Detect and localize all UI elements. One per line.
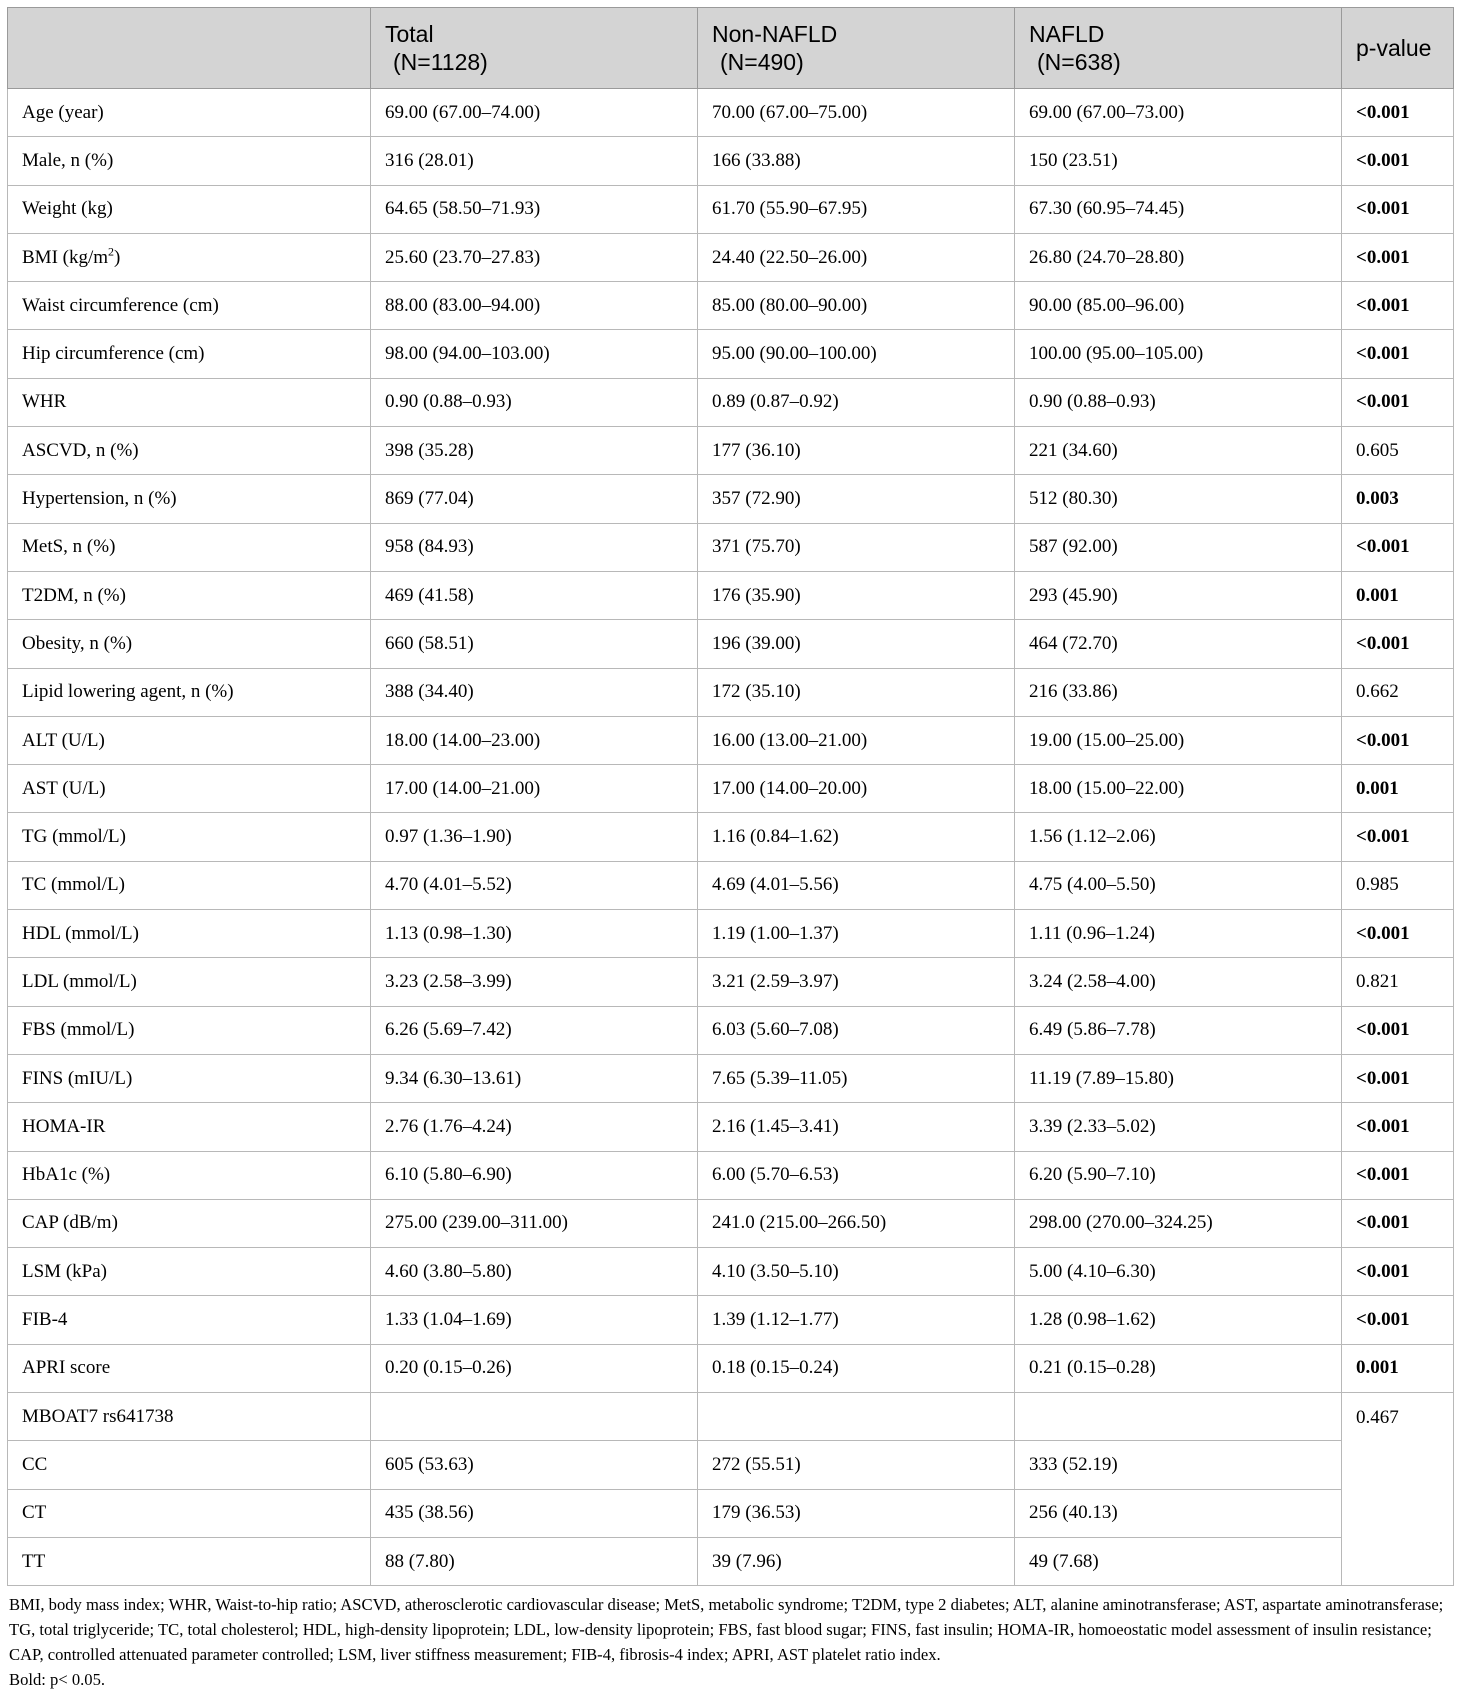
table-header: [8, 8, 1454, 89]
characteristics-table: [7, 7, 1454, 1586]
cell-p-value: <0.001: [1342, 813, 1454, 861]
cell-p-value: 0.605: [1342, 427, 1454, 475]
cell-non-nafld: 95.00 (90.00–100.00): [698, 330, 1015, 378]
cell-p-value: <0.001: [1342, 137, 1454, 185]
cell-total: 469 (41.58): [371, 571, 698, 619]
header-total-title: Total: [385, 21, 434, 47]
cell-total: 9.34 (6.30–13.61): [371, 1054, 698, 1102]
cell-non-nafld: 1.16 (0.84–1.62): [698, 813, 1015, 861]
cell-nafld: 0.21 (0.15–0.28): [1015, 1344, 1342, 1392]
table-row: [8, 1441, 1454, 1489]
cell-non-nafld: 177 (36.10): [698, 427, 1015, 475]
cell-total: 4.60 (3.80–5.80): [371, 1248, 698, 1296]
table-row: [8, 378, 1454, 426]
row-label: Obesity, n (%): [8, 620, 371, 668]
cell-non-nafld: 7.65 (5.39–11.05): [698, 1054, 1015, 1102]
cell-total: 6.26 (5.69–7.42): [371, 1006, 698, 1054]
cell-total: 17.00 (14.00–21.00): [371, 765, 698, 813]
cell-p-value: <0.001: [1342, 620, 1454, 668]
cell-nafld: 1.28 (0.98–1.62): [1015, 1296, 1342, 1344]
row-label: HbA1c (%): [8, 1151, 371, 1199]
table-row: [8, 1103, 1454, 1151]
table-row: [8, 1151, 1454, 1199]
cell-total: 0.90 (0.88–0.93): [371, 378, 698, 426]
table-footnote: [7, 1592, 1455, 1692]
cell-nafld: 19.00 (15.00–25.00): [1015, 716, 1342, 764]
cell-non-nafld: 0.89 (0.87–0.92): [698, 378, 1015, 426]
header-p-value: p-value: [1342, 8, 1454, 89]
cell-total: 88.00 (83.00–94.00): [371, 282, 698, 330]
cell-nafld: 221 (34.60): [1015, 427, 1342, 475]
row-label: CAP (dB/m): [8, 1199, 371, 1247]
cell-non-nafld: 0.18 (0.15–0.24): [698, 1344, 1015, 1392]
cell-nafld: 1.11 (0.96–1.24): [1015, 910, 1342, 958]
header-non-nafld-n: (N=490): [720, 49, 804, 75]
cell-nafld: 0.90 (0.88–0.93): [1015, 378, 1342, 426]
cell-p-value: <0.001: [1342, 330, 1454, 378]
cell-p-value: <0.001: [1342, 89, 1454, 137]
cell-p-value: <0.001: [1342, 1248, 1454, 1296]
cell-total: 275.00 (239.00–311.00): [371, 1199, 698, 1247]
cell-non-nafld: 196 (39.00): [698, 620, 1015, 668]
cell-non-nafld: 179 (36.53): [698, 1489, 1015, 1537]
cell-total: 869 (77.04): [371, 475, 698, 523]
table-row: [8, 1199, 1454, 1247]
cell-total: 398 (35.28): [371, 427, 698, 475]
table-row: [8, 233, 1454, 281]
row-label: HDL (mmol/L): [8, 910, 371, 958]
cell-total: 388 (34.40): [371, 668, 698, 716]
cell-non-nafld: 371 (75.70): [698, 523, 1015, 571]
cell-total: 2.76 (1.76–4.24): [371, 1103, 698, 1151]
cell-nafld: 333 (52.19): [1015, 1441, 1342, 1489]
cell-nafld: 298.00 (270.00–324.25): [1015, 1199, 1342, 1247]
cell-non-nafld: 176 (35.90): [698, 571, 1015, 619]
table-row: [8, 813, 1454, 861]
row-label: TT: [8, 1537, 371, 1585]
cell-non-nafld: 61.70 (55.90–67.95): [698, 185, 1015, 233]
cell-total: 316 (28.01): [371, 137, 698, 185]
table-row: [8, 185, 1454, 233]
cell-nafld: 1.56 (1.12–2.06): [1015, 813, 1342, 861]
cell-nafld: 464 (72.70): [1015, 620, 1342, 668]
row-label: Weight (kg): [8, 185, 371, 233]
cell-p-value: 0.001: [1342, 1344, 1454, 1392]
table-row: [8, 475, 1454, 523]
cell-nafld: 6.49 (5.86–7.78): [1015, 1006, 1342, 1054]
row-label: AST (U/L): [8, 765, 371, 813]
header-row: [8, 8, 1454, 89]
row-label: Hypertension, n (%): [8, 475, 371, 523]
table-container: [7, 7, 1453, 1692]
cell-nafld: 5.00 (4.10–6.30): [1015, 1248, 1342, 1296]
row-label-superscript: 2: [108, 244, 115, 259]
header-nafld-title: NAFLD: [1029, 21, 1105, 47]
cell-p-value: <0.001: [1342, 1054, 1454, 1102]
cell-nafld: 69.00 (67.00–73.00): [1015, 89, 1342, 137]
table-body: [8, 89, 1454, 1586]
row-label: CC: [8, 1441, 371, 1489]
cell-total: 69.00 (67.00–74.00): [371, 89, 698, 137]
header-non-nafld: [698, 8, 1015, 89]
row-label: T2DM, n (%): [8, 571, 371, 619]
cell-p-value: <0.001: [1342, 282, 1454, 330]
cell-p-value: <0.001: [1342, 233, 1454, 281]
row-label: LSM (kPa): [8, 1248, 371, 1296]
header-total: [371, 8, 698, 89]
cell-total: 1.13 (0.98–1.30): [371, 910, 698, 958]
cell-total: 435 (38.56): [371, 1489, 698, 1537]
row-label: LDL (mmol/L): [8, 958, 371, 1006]
cell-non-nafld: 6.03 (5.60–7.08): [698, 1006, 1015, 1054]
row-label-suffix: ): [114, 246, 121, 268]
row-label: MetS, n (%): [8, 523, 371, 571]
cell-total: 64.65 (58.50–71.93): [371, 185, 698, 233]
cell-non-nafld: 39 (7.96): [698, 1537, 1015, 1585]
cell-nafld: 26.80 (24.70–28.80): [1015, 233, 1342, 281]
table-row: [8, 89, 1454, 137]
row-label: MBOAT7 rs641738: [8, 1393, 371, 1441]
cell-p-value: <0.001: [1342, 378, 1454, 426]
cell-total: 6.10 (5.80–6.90): [371, 1151, 698, 1199]
cell-p-value: 0.467: [1342, 1393, 1454, 1586]
cell-nafld: 3.39 (2.33–5.02): [1015, 1103, 1342, 1151]
row-label: Male, n (%): [8, 137, 371, 185]
cell-non-nafld: 1.39 (1.12–1.77): [698, 1296, 1015, 1344]
header-blank: [8, 8, 371, 89]
cell-nafld: 11.19 (7.89–15.80): [1015, 1054, 1342, 1102]
cell-non-nafld: 17.00 (14.00–20.00): [698, 765, 1015, 813]
table-row: [8, 1537, 1454, 1585]
footnote-bold-note: Bold: p< 0.05.: [9, 1670, 106, 1690]
header-total-n: (N=1128): [393, 49, 488, 75]
cell-total: 98.00 (94.00–103.00): [371, 330, 698, 378]
table-row: [8, 716, 1454, 764]
row-label: APRI score: [8, 1344, 371, 1392]
cell-total: 4.70 (4.01–5.52): [371, 861, 698, 909]
cell-p-value: <0.001: [1342, 910, 1454, 958]
cell-total: 958 (84.93): [371, 523, 698, 571]
cell-nafld: 216 (33.86): [1015, 668, 1342, 716]
cell-p-value: <0.001: [1342, 1103, 1454, 1151]
cell-nafld: 256 (40.13): [1015, 1489, 1342, 1537]
table-row: [8, 137, 1454, 185]
cell-non-nafld: 166 (33.88): [698, 137, 1015, 185]
cell-non-nafld: 85.00 (80.00–90.00): [698, 282, 1015, 330]
cell-total: 660 (58.51): [371, 620, 698, 668]
cell-non-nafld: [698, 1393, 1015, 1441]
cell-p-value: 0.985: [1342, 861, 1454, 909]
table-row: [8, 910, 1454, 958]
table-row: [8, 668, 1454, 716]
row-label: FBS (mmol/L): [8, 1006, 371, 1054]
cell-p-value: 0.003: [1342, 475, 1454, 523]
table-row: [8, 620, 1454, 668]
cell-p-value: 0.001: [1342, 765, 1454, 813]
cell-nafld: [1015, 1393, 1342, 1441]
cell-p-value: <0.001: [1342, 185, 1454, 233]
table-row: [8, 1248, 1454, 1296]
cell-nafld: 4.75 (4.00–5.50): [1015, 861, 1342, 909]
cell-total: 1.33 (1.04–1.69): [371, 1296, 698, 1344]
table-row: [8, 282, 1454, 330]
row-label: ALT (U/L): [8, 716, 371, 764]
cell-nafld: 587 (92.00): [1015, 523, 1342, 571]
row-label: Age (year): [8, 89, 371, 137]
table-row: [8, 861, 1454, 909]
table-row: [8, 427, 1454, 475]
cell-p-value: <0.001: [1342, 523, 1454, 571]
cell-non-nafld: 3.21 (2.59–3.97): [698, 958, 1015, 1006]
cell-p-value: 0.001: [1342, 571, 1454, 619]
row-label: TG (mmol/L): [8, 813, 371, 861]
row-label: [8, 233, 371, 281]
cell-total: 605 (53.63): [371, 1441, 698, 1489]
cell-total: [371, 1393, 698, 1441]
cell-nafld: 6.20 (5.90–7.10): [1015, 1151, 1342, 1199]
row-label-text: BMI (kg/m: [22, 246, 109, 268]
row-label: TC (mmol/L): [8, 861, 371, 909]
header-nafld: [1015, 8, 1342, 89]
row-label: CT: [8, 1489, 371, 1537]
table-row: [8, 1296, 1454, 1344]
row-label: ASCVD, n (%): [8, 427, 371, 475]
cell-nafld: 3.24 (2.58–4.00): [1015, 958, 1342, 1006]
cell-p-value: <0.001: [1342, 1151, 1454, 1199]
row-label: Lipid lowering agent, n (%): [8, 668, 371, 716]
cell-nafld: 100.00 (95.00–105.00): [1015, 330, 1342, 378]
cell-non-nafld: 272 (55.51): [698, 1441, 1015, 1489]
cell-non-nafld: 241.0 (215.00–266.50): [698, 1199, 1015, 1247]
cell-p-value: 0.662: [1342, 668, 1454, 716]
row-label: Hip circumference (cm): [8, 330, 371, 378]
cell-p-value: 0.821: [1342, 958, 1454, 1006]
table-row: [8, 330, 1454, 378]
cell-nafld: 90.00 (85.00–96.00): [1015, 282, 1342, 330]
row-label: FIB-4: [8, 1296, 371, 1344]
cell-non-nafld: 70.00 (67.00–75.00): [698, 89, 1015, 137]
cell-nafld: 512 (80.30): [1015, 475, 1342, 523]
row-label: WHR: [8, 378, 371, 426]
row-label: Waist circumference (cm): [8, 282, 371, 330]
cell-total: 25.60 (23.70–27.83): [371, 233, 698, 281]
table-row: [8, 1006, 1454, 1054]
cell-nafld: 150 (23.51): [1015, 137, 1342, 185]
cell-total: 3.23 (2.58–3.99): [371, 958, 698, 1006]
header-nafld-n: (N=638): [1037, 49, 1121, 75]
cell-non-nafld: 357 (72.90): [698, 475, 1015, 523]
table-row: [8, 1054, 1454, 1102]
cell-non-nafld: 6.00 (5.70–6.53): [698, 1151, 1015, 1199]
table-row: [8, 571, 1454, 619]
cell-non-nafld: 4.69 (4.01–5.56): [698, 861, 1015, 909]
cell-total: 88 (7.80): [371, 1537, 698, 1585]
table-row: [8, 523, 1454, 571]
row-label: FINS (mIU/L): [8, 1054, 371, 1102]
table-row: [8, 958, 1454, 1006]
cell-nafld: 293 (45.90): [1015, 571, 1342, 619]
footnote-abbreviations: BMI, body mass index; WHR, Waist-to-hip ratio; ASCVD, atherosclerotic cardiovascular disease; MetS, metabolic syndrome; T2DM, type 2 diabetes; ALT, alanine aminotransferase; AST, aspartate aminotransferase; TG, total triglyceride; TC, total cholesterol; HDL, high-density lipoprotein; LDL, low-density lipoprotein; FBS, fast blood sugar; FINS, fast insulin; HOMA-IR, homoeostatic model assessment of insulin resistance; CAP, controlled attenuated parameter controlled; LSM, liver stiffness measurement; FIB-4, fibrosis-4 index; APRI, AST platelet ratio index.: [9, 1595, 1444, 1665]
table-row: [8, 765, 1454, 813]
cell-p-value: <0.001: [1342, 1199, 1454, 1247]
cell-non-nafld: 172 (35.10): [698, 668, 1015, 716]
cell-p-value: <0.001: [1342, 1296, 1454, 1344]
cell-nafld: 18.00 (15.00–22.00): [1015, 765, 1342, 813]
cell-non-nafld: 24.40 (22.50–26.00): [698, 233, 1015, 281]
cell-p-value: <0.001: [1342, 1006, 1454, 1054]
header-non-nafld-title: Non-NAFLD: [712, 21, 838, 47]
table-row: [8, 1344, 1454, 1392]
cell-non-nafld: 2.16 (1.45–3.41): [698, 1103, 1015, 1151]
cell-non-nafld: 16.00 (13.00–21.00): [698, 716, 1015, 764]
cell-nafld: 67.30 (60.95–74.45): [1015, 185, 1342, 233]
row-label: HOMA-IR: [8, 1103, 371, 1151]
cell-total: 0.20 (0.15–0.26): [371, 1344, 698, 1392]
cell-non-nafld: 4.10 (3.50–5.10): [698, 1248, 1015, 1296]
cell-non-nafld: 1.19 (1.00–1.37): [698, 910, 1015, 958]
cell-total: 0.97 (1.36–1.90): [371, 813, 698, 861]
table-row: [8, 1393, 1454, 1441]
cell-p-value: <0.001: [1342, 716, 1454, 764]
cell-nafld: 49 (7.68): [1015, 1537, 1342, 1585]
cell-total: 18.00 (14.00–23.00): [371, 716, 698, 764]
table-row: [8, 1489, 1454, 1537]
